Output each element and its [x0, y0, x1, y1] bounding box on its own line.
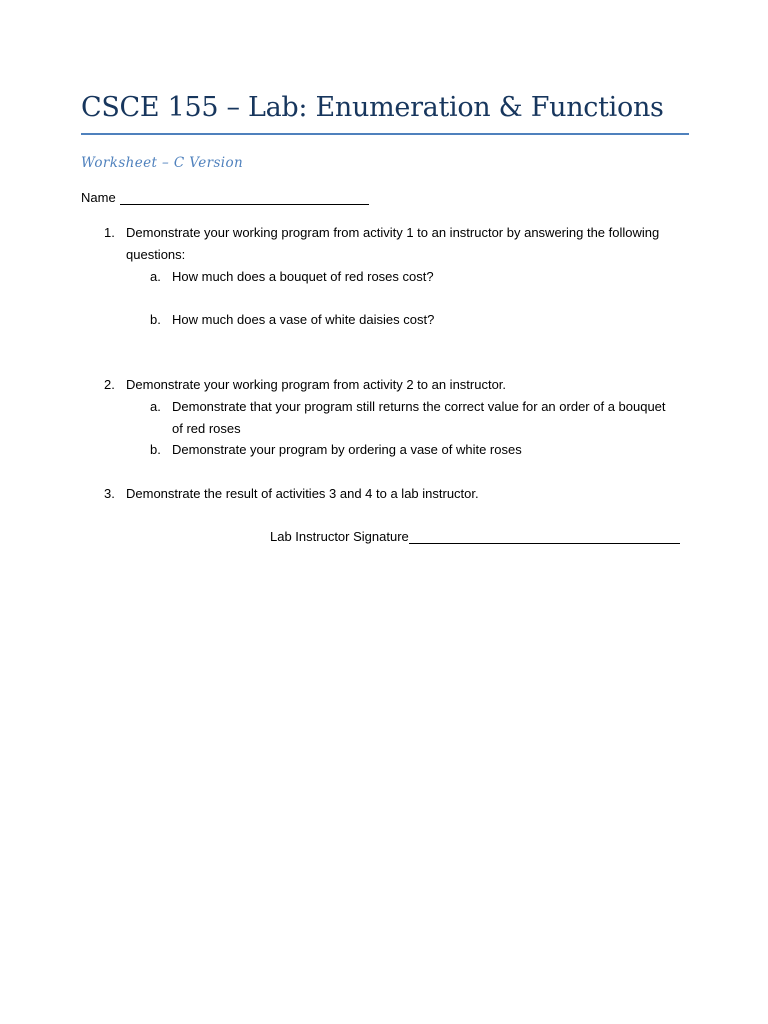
subitem-letter: b.: [150, 442, 161, 457]
title-underline-rule: [81, 133, 689, 135]
name-blank-line[interactable]: [120, 192, 369, 205]
signature-blank-line[interactable]: [409, 531, 680, 544]
subitem-text: How much does a vase of white daisies cost?: [172, 312, 435, 327]
question-number: 3.: [104, 486, 115, 501]
question-text: Demonstrate your working program from activity 2 to an instructor.: [126, 377, 507, 392]
subitem-letter: a.: [150, 269, 161, 284]
question-text: Demonstrate your working program from activity 1 to an instructor by answering the following questions:: [126, 225, 660, 262]
question-number: 1.: [104, 225, 115, 240]
question-text: Demonstrate the result of activities 3 and 4 to a lab instructor.: [126, 486, 479, 501]
subitem-text: Demonstrate that your program still returns the correct value for an order of a bouquet of red roses: [172, 399, 666, 436]
page-subtitle: Worksheet – C Version: [81, 155, 244, 171]
subitem-letter: b.: [150, 312, 161, 327]
name-label: Name: [81, 190, 116, 205]
subitem-text: Demonstrate your program by ordering a vase of white roses: [172, 442, 522, 457]
question-number: 2.: [104, 377, 115, 392]
name-field-row: [81, 190, 369, 205]
signature-row: [270, 529, 680, 544]
subitem-text: How much does a bouquet of red roses cost?: [172, 269, 434, 284]
page-title: CSCE 155 – Lab: Enumeration & Functions: [81, 92, 664, 123]
subitem-letter: a.: [150, 399, 161, 414]
signature-label: Lab Instructor Signature: [270, 529, 409, 544]
